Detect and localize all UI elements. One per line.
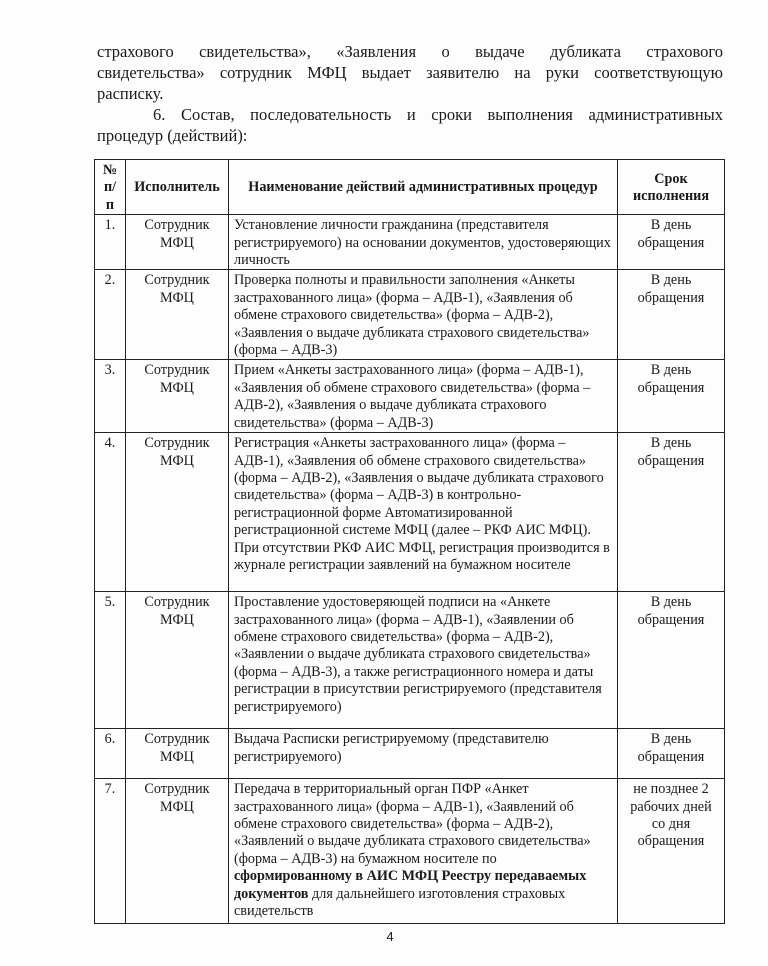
cell-term: В день обращения [618, 270, 725, 360]
cell-action: Проставление удостоверяющей подписи на «Анкете застрахованного лица» (форма – АДВ-1), «Заявлении об обмене страхового свидетельства» (форма – АДВ-2), «Заявлении о выдаче дубликата страхового свидетельства» (форма – АДВ-3), а также регистрационного номера и даты регистрации в присутствии регистрируемого (представителя регистрируемого) [229, 592, 618, 729]
text-line: страхового свидетельства», «Заявления о выдаче дубликата страхового [97, 42, 723, 61]
table-row [95, 433, 725, 592]
cell-term: В день обращения [618, 360, 725, 433]
text-line: процедур (действий): [97, 126, 248, 145]
table-row [95, 779, 725, 924]
cell-action: Проверка полноты и правильности заполнения «Анкеты застрахованного лица» (форма – АДВ-1), «Заявления об обмене страхового свидетельства» (форма – АДВ-2), «Заявления о выдаче дубликата страхового свидетельства» (форма – АДВ-3) [229, 270, 618, 360]
action-text: для дальнейшего изготовления страховых свидетельств [234, 885, 566, 919]
table-row [95, 215, 725, 270]
action-text: Передача в территориальный орган ПФР «Анкет застрахованного лица» (форма – АДВ-1), «Заявлений об обмене страхового свидетельства» (форма – АДВ-2), «Заявлений о выдаче дубликата страхового свидетельства» (форма – АДВ-3) на бумажном носителе по [234, 781, 591, 867]
text-line: 6. Состав, последовательность и сроки выполнения административных [153, 105, 723, 124]
header-num: № п/п [95, 160, 126, 215]
cell-action: Выдача Расписки регистрируемому (представителю регистрируемого) [229, 729, 618, 779]
cell-executor: Сотрудник МФЦ [126, 270, 229, 360]
cell-num: 5. [95, 592, 126, 729]
cell-action: Регистрация «Анкеты застрахованного лица» (форма – АДВ-1), «Заявления об обмене страхового свидетельства» (форма – АДВ-2), «Заявления о выдаче дубликата страхового свидетельства» (форма – АДВ-3) в контрольно-регистрационной форме Автоматизированной регистрационной системе МФЦ (далее – РКФ АИС МФЦ). При отсутствии РКФ АИС МФЦ, регистрация производится в журнале регистрации заявлений на бумажном носителе [229, 433, 618, 592]
table-row [95, 360, 725, 433]
section-heading [97, 104, 723, 146]
cell-executor: Сотрудник МФЦ [126, 360, 229, 433]
cell-executor: Сотрудник МФЦ [126, 215, 229, 270]
cell-term: В день обращения [618, 215, 725, 270]
cell-action [229, 779, 618, 924]
cell-num: 7. [95, 779, 126, 924]
cell-num: 1. [95, 215, 126, 270]
header-executor: Исполнитель [126, 160, 229, 215]
cell-action: Установление личности гражданина (представителя регистрируемого) на основании документов, удостоверяющих личность [229, 215, 618, 270]
table-row [95, 729, 725, 779]
page-number: 4 [386, 929, 394, 944]
cell-term: не позднее 2 рабочих дней со дня обращения [618, 779, 725, 924]
intro-paragraph [97, 41, 723, 104]
cell-num: 3. [95, 360, 126, 433]
cell-executor: Сотрудник МФЦ [126, 433, 229, 592]
cell-term: В день обращения [618, 729, 725, 779]
cell-num: 2. [95, 270, 126, 360]
cell-term: В день обращения [618, 433, 725, 592]
cell-executor: Сотрудник МФЦ [126, 592, 229, 729]
header-term: Срок исполнения [618, 160, 725, 215]
table-header-row [95, 160, 725, 215]
cell-executor: Сотрудник МФЦ [126, 779, 229, 924]
cell-term: В день обращения [618, 592, 725, 729]
cell-num: 6. [95, 729, 126, 779]
cell-executor: Сотрудник МФЦ [126, 729, 229, 779]
cell-num: 4. [95, 433, 126, 592]
table-row [95, 592, 725, 729]
header-action: Наименование действий административных процедур [229, 160, 618, 215]
action-text-bold: сформированному в АИС МФЦ Реестру передаваемых документов [234, 868, 587, 902]
cell-action: Прием «Анкеты застрахованного лица» (форма – АДВ-1), «Заявления об обмене страхового свидетельства» (форма – АДВ-2), «Заявления о выдаче дубликата страхового свидетельства» (форма – АДВ-3) [229, 360, 618, 433]
procedures-table [94, 159, 725, 924]
text-line: расписку. [97, 84, 164, 103]
table-row [95, 270, 725, 360]
text-line: свидетельства» сотрудник МФЦ выдает заявителю на руки соответствующую [97, 63, 723, 82]
